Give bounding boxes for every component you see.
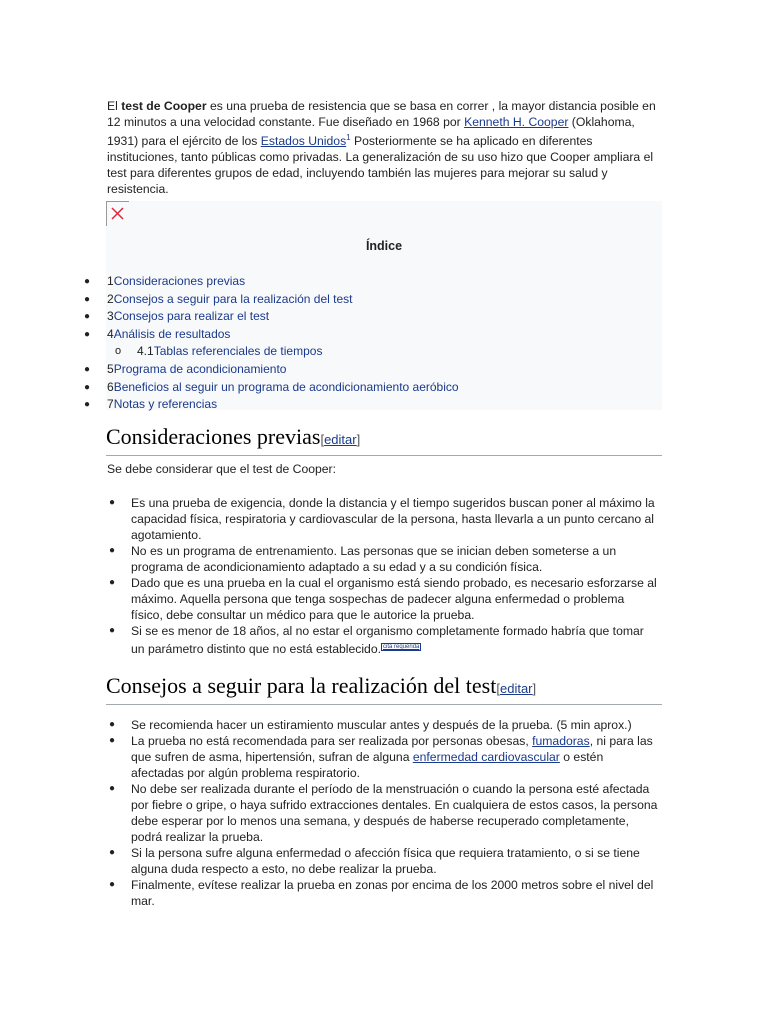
bullet-icon: ● <box>109 719 116 730</box>
toc-number: 4 <box>107 326 114 341</box>
toc-link[interactable]: Programa de acondicionamiento <box>113 361 287 376</box>
bullet-icon: ● <box>109 497 116 508</box>
edit-bracket: [ <box>320 432 325 447</box>
edit-bracket: ] <box>356 432 361 447</box>
bullet-icon: ● <box>84 363 91 375</box>
list-item <box>107 495 659 543</box>
intro-paragraph <box>107 98 659 197</box>
bullet-icon: ● <box>109 879 116 890</box>
bullet-icon: ● <box>109 783 116 794</box>
toc-link[interactable]: Consideraciones previas <box>113 274 246 288</box>
toc-number: 5 <box>107 361 114 376</box>
bullet-icon: ● <box>84 311 91 323</box>
toc-link[interactable]: Consejos a seguir para la realización del test <box>113 291 353 306</box>
bullet-icon: ● <box>109 625 116 636</box>
bullet-icon: ● <box>84 381 91 393</box>
bullet-icon: ● <box>109 735 116 746</box>
list-item <box>107 543 659 575</box>
bullet-icon: ● <box>84 328 91 340</box>
list-item <box>107 733 659 781</box>
edit-link[interactable]: editar <box>499 681 533 696</box>
toc-link[interactable]: Tablas referenciales de tiempos <box>153 344 323 359</box>
list-item-text: Finalmente, evítese realizar la prueba en zonas por encima de los 2000 metros sobre el nivel del mar. <box>131 878 654 908</box>
section-heading-consejos <box>106 673 662 705</box>
section2-list <box>107 717 659 909</box>
bullet-icon: ● <box>109 577 116 588</box>
intro-text: (Oklahoma, 1931) para el ejército de los <box>107 115 635 149</box>
edit-bracket: ] <box>532 681 537 696</box>
link-estados-unidos[interactable]: Estados Unidos <box>260 134 347 149</box>
bullet-icon: ● <box>109 545 116 556</box>
section-title: Consideraciones previas <box>106 424 321 449</box>
list-item-text: Dado que es una prueba en la cual el organismo está siendo probado, es necesario esforzarse al máximo. Aquella persona que tenga sospechas de padecer alguna enfermedad o problema físico, debe consultar un médico para que le autorice la prueba. <box>131 576 657 622</box>
list-item <box>107 845 659 877</box>
list-item <box>107 623 659 657</box>
toc-number: 4.1 <box>137 344 154 359</box>
list-item-text: Si la persona sufre alguna enfermedad o afección física que requiera tratamiento, o si se tiene alguna duda respecto a esto, no debe realizar la prueba. <box>131 846 640 876</box>
bullet-icon: ● <box>84 293 91 305</box>
section-title: Consejos a seguir para la realización del test <box>106 673 497 698</box>
toc-link[interactable]: Consejos para realizar el test <box>113 309 270 324</box>
toc-link[interactable]: Análisis de resultados <box>113 326 231 341</box>
toc-number: 1 <box>107 274 114 288</box>
list-item <box>107 781 659 845</box>
list-item-text: Si se es menor de 18 años, al no estar el organismo completamente formado habría que tomar un parámetro distinto que no está establecido. <box>131 624 644 657</box>
link-enfermedad-cardiovascular[interactable]: enfermedad cardiovascular <box>412 750 560 764</box>
intro-bold-term: test de Cooper <box>121 99 207 113</box>
list-item <box>107 717 659 733</box>
link-kenneth-cooper[interactable]: Kenneth H. Cooper <box>464 115 569 129</box>
list-item-text: Se recomienda hacer un estiramiento muscular antes y después de la prueba. (5 min aprox.) <box>131 718 632 732</box>
toc-link[interactable]: Notas y referencias <box>113 397 218 412</box>
list-item-text: Es una prueba de exigencia, donde la distancia y el tiempo sugeridos buscan poner al máximo la capacidad física, respiratoria y cardiovascular de la persona, hasta llevarla a un punto cercano al agotamiento. <box>131 496 655 542</box>
section-heading-consideraciones <box>106 424 662 456</box>
list-item-text: No debe ser realizada durante el período de la menstruación o cuando la persona esté afectada por fiebre o gripe, o haya sufrido extracciones dentales. En cualquiera de estos casos, la persona debe esperar por lo menos una semana, y después de haberse recuperado completamente, podrá realizar la prueba. <box>131 782 658 844</box>
broken-image-icon <box>106 201 129 226</box>
citation-needed-link[interactable]: cita requerida <box>383 644 420 650</box>
circle-bullet-icon: o <box>115 345 122 358</box>
edit-bracket: [ <box>496 681 500 696</box>
edit-section <box>496 681 536 696</box>
section1-list <box>107 495 659 657</box>
edit-link[interactable]: editar <box>324 432 357 447</box>
toc-number: 7 <box>107 397 114 412</box>
bullet-icon: ● <box>109 847 116 858</box>
bullet-icon: ● <box>84 276 91 287</box>
list-item <box>107 575 659 623</box>
section1-lead: Se debe considerar que el test de Cooper: <box>107 462 337 476</box>
toc-link[interactable]: Beneficios al seguir un programa de acondicionamiento aeróbico <box>113 379 459 394</box>
reference-superscript[interactable]: 1 <box>346 133 351 142</box>
edit-section <box>320 432 360 447</box>
bullet-icon: ● <box>84 399 91 411</box>
intro-text: es una prueba de resistencia que se basa en correr , la mayor distancia posible en 12 minutos a una velocidad constante. Fue diseñado en 1968 por <box>107 99 656 129</box>
list-item-text: No es un programa de entrenamiento. Las personas que se inician deben someterse a un programa de acondicionamiento adaptado a su edad y a su condición física. <box>131 544 617 574</box>
list-item-text: , ni para las que sufren de asma, hipertensión, sufran de alguna <box>131 734 653 764</box>
list-item-text: o estén afectadas por algún problema respiratorio. <box>131 750 604 780</box>
list-item <box>107 877 659 909</box>
toc-title: Índice <box>365 239 403 253</box>
toc-number: 3 <box>107 309 114 324</box>
link-fumadoras[interactable]: fumadoras <box>532 734 590 748</box>
toc-number: 2 <box>107 291 114 306</box>
toc-number: 6 <box>107 379 114 394</box>
list-item-text: La prueba no está recomendada para ser realizada por personas obesas, <box>131 734 533 748</box>
intro-text: El <box>107 99 122 113</box>
intro-text: Posteriormente se ha aplicado en diferentes instituciones, tanto públicas como privadas. La generalización de su uso hizo que Cooper ampliara el test para diferentes grupos de edad, incluyendo también las mujeres para mejorar su salud y resistencia. <box>107 134 654 197</box>
